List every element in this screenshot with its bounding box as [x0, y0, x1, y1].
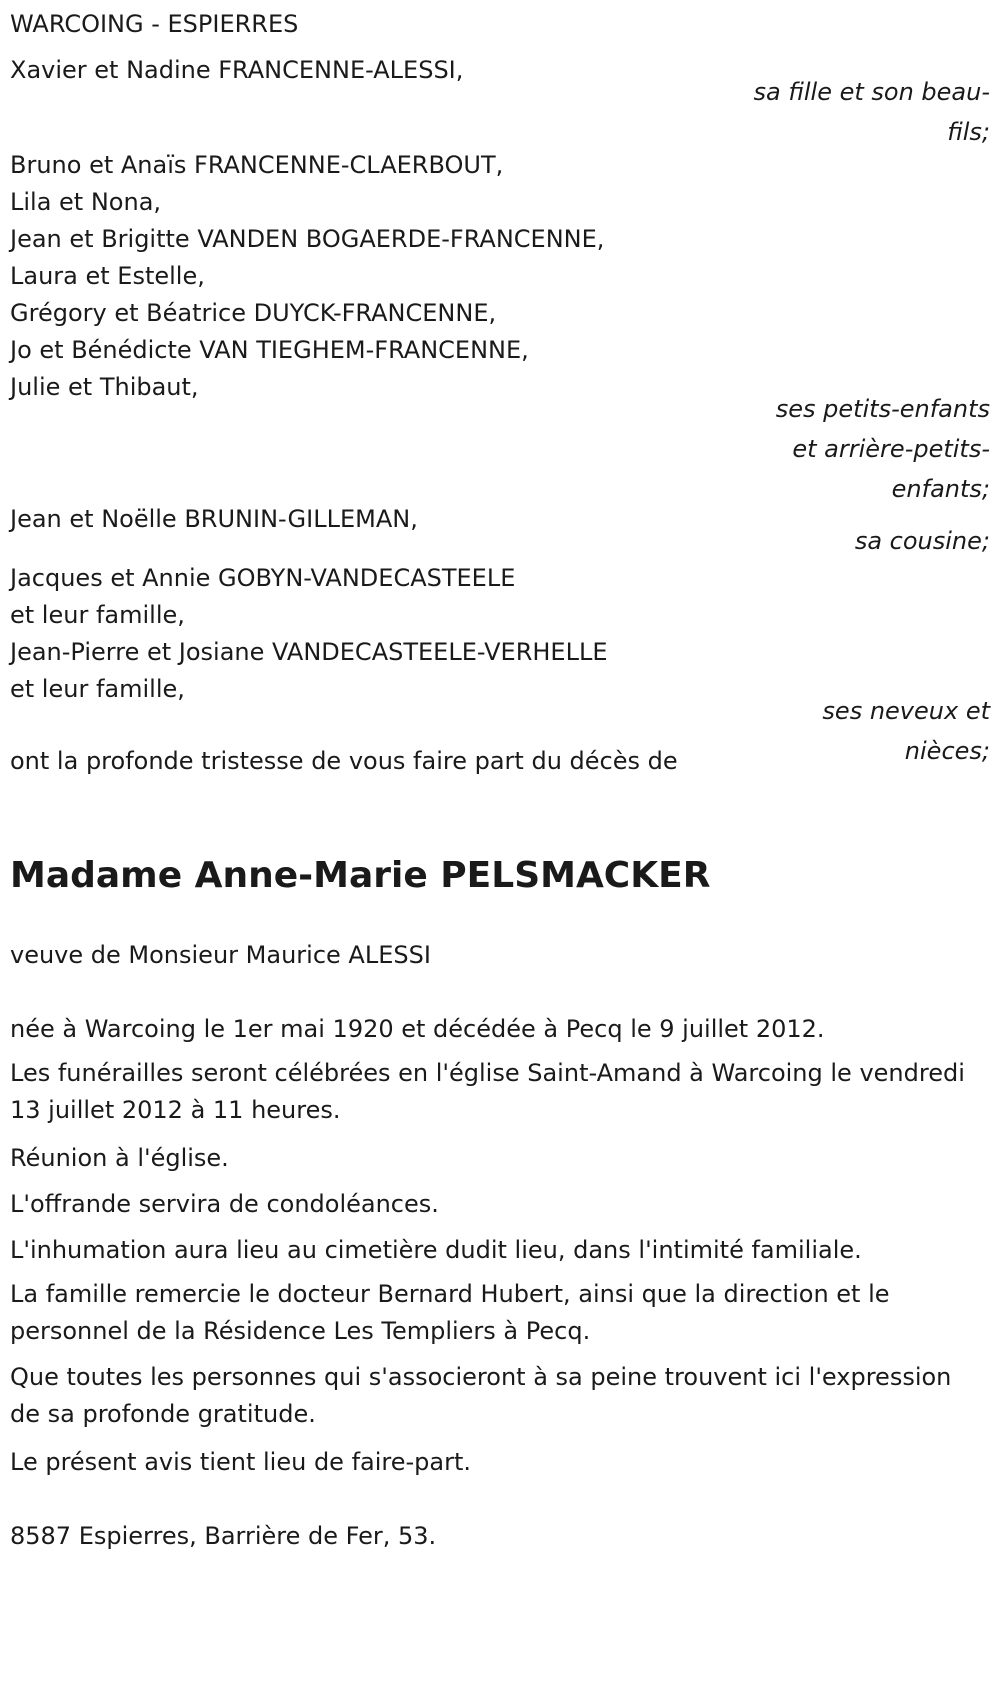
- family-role: ses petits-enfants et arrière-petits-enfants;: [775, 395, 990, 503]
- family-name-line: Grégory et Béatrice DUYCK-FRANCENNE,: [10, 299, 497, 327]
- offering-line: L'offrande servira de condoléances.: [10, 1190, 439, 1218]
- meeting-line: Réunion à l'église.: [10, 1144, 229, 1172]
- thanks-paragraph: La famille remercie le docteur Bernard Hubert, ainsi que la direction et le personnel de la Résidence Les Templiers à Pecq.: [10, 1280, 890, 1345]
- spouse-line: veuve de Monsieur Maurice ALESSI: [10, 941, 431, 969]
- birth-death-line: née à Warcoing le 1er mai 1920 et décédée à Pecq le 9 juillet 2012.: [10, 1015, 825, 1043]
- address-line: 8587 Espierres, Barrière de Fer, 53.: [10, 1522, 437, 1550]
- gratitude-paragraph: Que toutes les personnes qui s'associeront à sa peine trouvent ici l'expression de sa profonde gratitude.: [10, 1363, 952, 1428]
- family-name-line: Bruno et Anaïs FRANCENNE-CLAERBOUT,: [10, 151, 504, 179]
- family-name-line: Julie et Thibaut,: [10, 373, 199, 401]
- family-name-line: Jo et Bénédicte VAN TIEGHEM-FRANCENNE,: [10, 336, 529, 364]
- family-name-line: Jean et Brigitte VANDEN BOGAERDE-FRANCENNE,: [10, 225, 605, 253]
- family-name-line: Jacques et Annie GOBYN-VANDECASTEELE: [10, 564, 516, 592]
- family-name-line: et leur famille,: [10, 675, 185, 703]
- family-role: sa fille et son beau-fils;: [753, 78, 990, 146]
- announcement-text: ont la profonde tristesse de vous faire part du décès de: [10, 747, 678, 775]
- burial-line: L'inhumation aura lieu au cimetière dudit lieu, dans l'intimité familiale.: [10, 1236, 862, 1264]
- family-name-line: Laura et Estelle,: [10, 262, 205, 290]
- notice-line: Le présent avis tient lieu de faire-part.: [10, 1448, 472, 1476]
- family-name-line: et leur famille,: [10, 601, 185, 629]
- funeral-details: Les funérailles seront célébrées en l'église Saint-Amand à Warcoing le vendredi 13 juillet 2012 à 11 heures.: [10, 1059, 965, 1124]
- location-header: WARCOING - ESPIERRES: [10, 10, 299, 38]
- family-name-line: Jean et Noëlle BRUNIN-GILLEMAN,: [10, 505, 418, 533]
- family-name-line: Jean-Pierre et Josiane VANDECASTEELE-VERHELLE: [10, 638, 608, 666]
- family-role: sa cousine;: [854, 527, 990, 555]
- family-name-line: Lila et Nona,: [10, 188, 162, 216]
- deceased-name: Madame Anne-Marie PELSMACKER: [10, 855, 711, 896]
- family-role: ses neveux et nièces;: [822, 697, 990, 765]
- family-name-line: Xavier et Nadine FRANCENNE-ALESSI,: [10, 56, 464, 84]
